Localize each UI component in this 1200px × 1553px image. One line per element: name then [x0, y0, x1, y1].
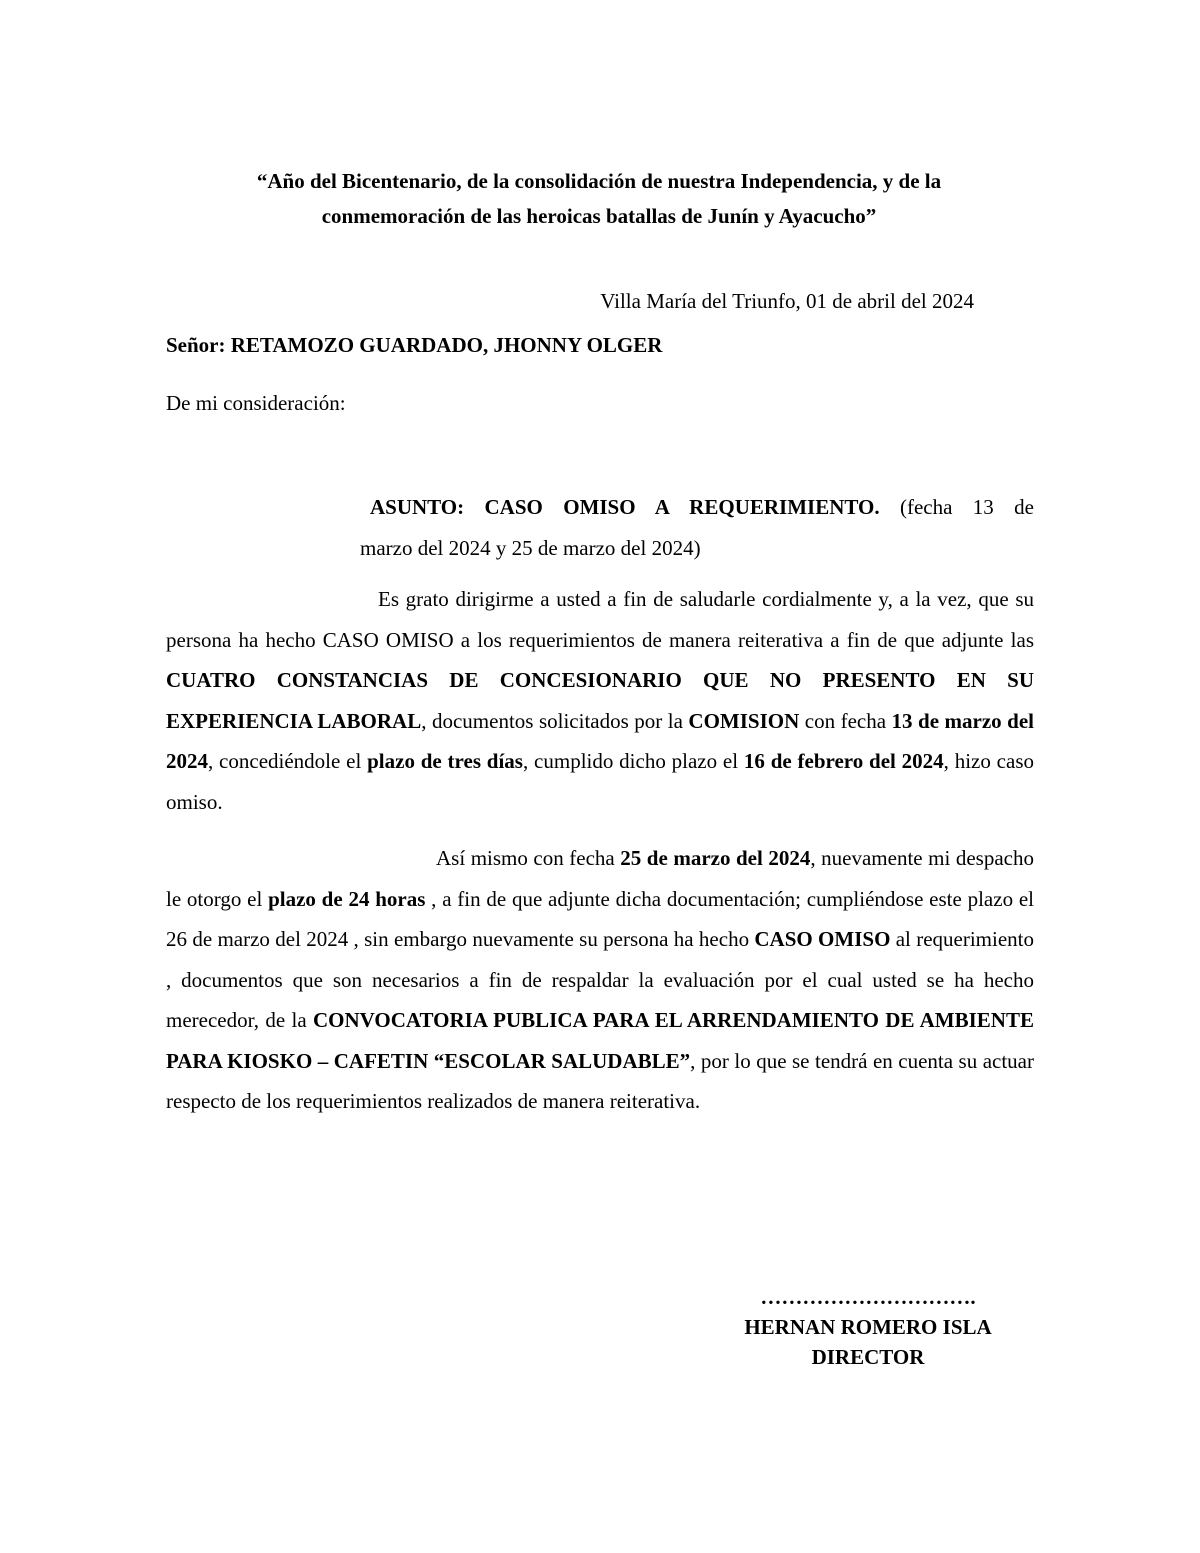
body-paragraph-2 — [166, 838, 1034, 1122]
signature-line: …………………………. — [760, 1285, 976, 1309]
year-motto-line-2: conmemoración de las heroicas batallas de Junín y Ayacucho” — [321, 204, 877, 228]
subject-line-1 — [360, 487, 1034, 528]
p2-bold-3: CASO OMISO — [754, 927, 891, 951]
p2-text-5: , por lo que se tendrá en cuenta su actuar respecto de los requerimientos realizados de manera reiterativa. — [166, 1048, 1034, 1113]
p1-text-3: con fecha — [799, 708, 892, 733]
p1-text-5: , cumplido dicho plazo el — [522, 749, 744, 773]
recipient: Señor: RETAMOZO GUARDADO, JHONNY OLGER — [166, 333, 663, 357]
p1-bold-5: 16 de febrero del 2024 — [743, 749, 944, 773]
p2-text-4: al requerimiento , documentos que son necesarios a fin de respaldar la evaluación por el cual usted se ha hecho merecedor, de la — [166, 927, 1034, 1032]
p1-bold-4: plazo de tres días — [367, 749, 523, 773]
signature-block — [720, 1282, 1016, 1372]
subject-detail-b: marzo del 2024 y 25 de marzo del 2024) — [360, 536, 701, 560]
year-motto — [166, 164, 1032, 234]
place-date: Villa María del Triunfo, 01 de abril del 2024 — [600, 289, 974, 313]
p2-bold-2: plazo de 24 horas — [268, 886, 426, 911]
p2-bold-1: 25 de marzo del 2024 — [620, 846, 811, 870]
p1-bold-3: 13 de marzo del 2024 — [166, 708, 1034, 773]
p2-text-1: Así mismo con fecha — [436, 846, 621, 870]
greeting: De mi consideración: — [166, 391, 346, 415]
body-paragraph-1 — [166, 579, 1034, 822]
p1-bold-1: CUATRO CONSTANCIAS DE CONCESIONARIO QUE NO PRESENTO EN SU EXPERIENCIA LABORAL — [166, 668, 1034, 733]
p1-text-2: , documentos solicitados por la — [421, 708, 689, 733]
signer-name: HERNAN ROMERO ISLA — [744, 1315, 992, 1339]
p1-text-4: , concediéndole el — [208, 749, 368, 773]
signer-title: DIRECTOR — [811, 1345, 925, 1369]
year-motto-line-1: “Año del Bicentenario, de la consolidación de nuestra Independencia, y de la — [256, 169, 942, 193]
p2-text-2: , nuevamente mi despacho le otorgo el — [166, 846, 1034, 911]
p2-bold-4: CONVOCATORIA PUBLICA PARA EL ARRENDAMIENTO DE AMBIENTE PARA KIOSKO – CAFETIN “ESCOLAR SALUDABLE” — [166, 1008, 1034, 1073]
p2-text-3: , a fin de que adjunte dicha documentación; cumpliéndose este plazo el 26 de marzo del 2024 , sin embargo nuevamente su persona ha hecho — [166, 886, 1035, 951]
p1-text-1: Es grato dirigirme a usted a fin de saludarle cordialmente y, a la vez, que su persona ha hecho CASO OMISO a los requerimientos de manera reiterativa a fin de que adjunte las — [166, 587, 1034, 652]
subject-block — [360, 487, 1034, 569]
p1-bold-2: COMISION — [688, 708, 800, 733]
subject-detail-a: (fecha 13 de — [879, 495, 1034, 519]
subject-label: ASUNTO: CASO OMISO A REQUERIMIENTO. — [370, 495, 880, 519]
p1-text-6: , hizo caso omiso. — [166, 749, 1034, 814]
